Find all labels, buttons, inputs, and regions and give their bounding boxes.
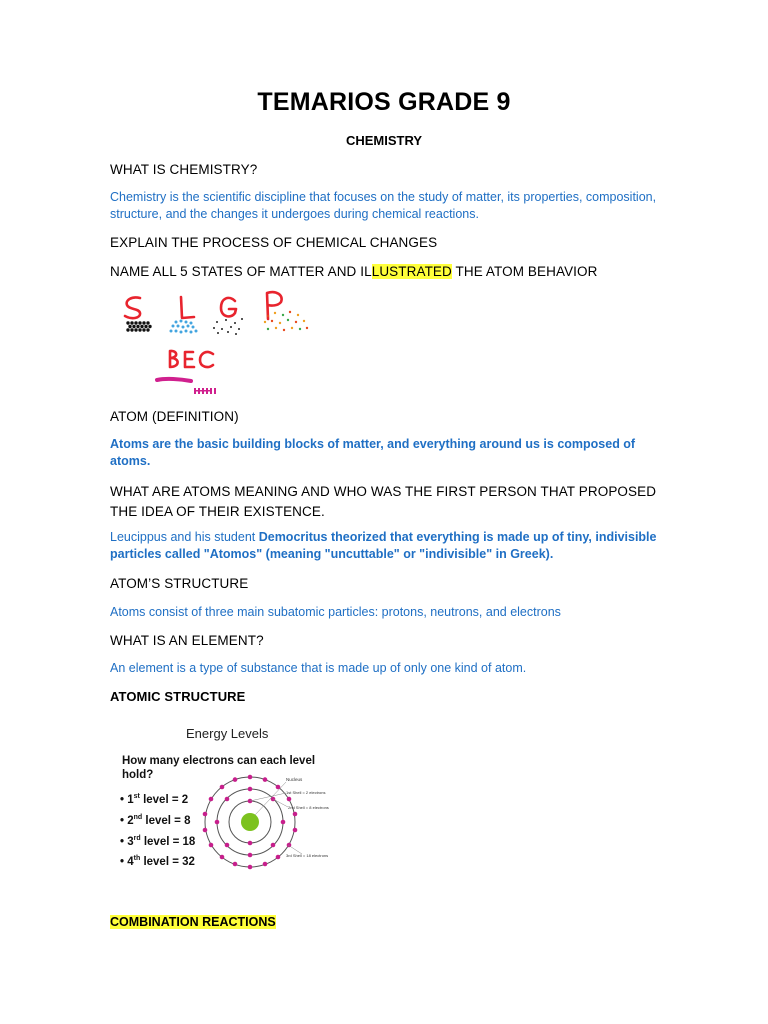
answer-atom-definition: Atoms are the basic building blocks of matter, and everything around us is composed of atoms. [110, 437, 636, 468]
answer-what-is-chemistry: Chemistry is the scientific discipline that focuses on the study of matter, its properties, composition, structure, and the changes it undergoes during chemical reactions. [110, 190, 657, 221]
highlighted-word: LUSTRATED [371, 264, 452, 279]
nucleus-label: Nucleus [286, 777, 303, 782]
energy-levels-heading: Energy Levels [186, 726, 269, 741]
question-atom-definition: ATOM (DEFINITION) [110, 409, 239, 424]
question-chemical-changes: EXPLAIN THE PROCESS OF CHEMICAL CHANGES [110, 235, 438, 250]
letter-c-stroke [200, 352, 213, 367]
level-item: • 3rd level = 18 [120, 834, 196, 848]
answer-atom-history-bold: Democritus theorized that everything is made up of tiny, indivisible particles called "Atomos" (meaning "uncuttable" or "indivisible" in Greek). [110, 530, 657, 561]
gas-particles-icon [213, 318, 243, 335]
solid-particles-icon [126, 321, 151, 331]
question-atom-structure: ATOM’S STRUCTURE [110, 576, 249, 591]
energy-levels-figure [116, 722, 346, 882]
energy-levels-question: How many electrons can each level hold? [122, 755, 316, 781]
question-what-is-chemistry: WHAT IS CHEMISTRY? [110, 162, 258, 177]
shell3-label: 3rd Shell = 18 electrons [286, 853, 329, 858]
letter-s-stroke [125, 297, 140, 318]
letter-e-stroke [185, 352, 194, 367]
shell1-label: 1st Shell = 2 electrons [286, 790, 326, 795]
letter-b-stroke [170, 351, 178, 367]
level-item: • 1st level = 2 [120, 793, 189, 806]
plasma-particles-icon [264, 311, 308, 331]
subject-heading: CHEMISTRY [345, 133, 423, 148]
heading-atomic-structure: ATOMIC STRUCTURE [110, 689, 246, 704]
answer-atom-history [110, 529, 670, 563]
states-of-matter-drawing [118, 288, 318, 400]
question-states-of-matter [110, 264, 597, 279]
bec-particles-icon [194, 388, 216, 394]
answer-element: An element is a type of substance that is made up of only one kind of atom. [110, 661, 527, 675]
letter-l-stroke [181, 297, 194, 318]
question-element: WHAT IS AN ELEMENT? [110, 633, 264, 648]
bec-underline-icon [157, 379, 191, 381]
liquid-particles-icon [170, 320, 198, 334]
question-states-text-a: NAME ALL 5 STATES OF MATTER AND IL [110, 264, 372, 279]
page-title: TEMARIOS GRADE 9 [257, 88, 511, 116]
answer-atom-history-plain: Leucippus and his student [110, 530, 259, 544]
shell2-label: 2nd Shell = 8 electrons [288, 805, 329, 810]
energy-levels-list [120, 788, 195, 871]
question-states-text-b: THE ATOM BEHAVIOR [451, 264, 598, 279]
letter-g-stroke [221, 298, 236, 317]
heading-combination-reactions [110, 915, 276, 929]
letter-p-stroke [267, 292, 282, 319]
level-item: • 2nd level = 8 [120, 813, 191, 827]
level-item: • 4th level = 32 [120, 855, 195, 869]
question-atom-history: WHAT ARE ATOMS MEANING AND WHO WAS THE FIRST PERSON THAT PROPOSED THE IDEA OF THEIR EXISTENCE. [110, 484, 657, 519]
combination-reactions-highlight: COMBINATION REACTIONS [110, 915, 276, 929]
atom-shell-diagram [200, 770, 346, 882]
answer-atom-structure: Atoms consist of three main subatomic particles: protons, neutrons, and electrons [110, 605, 561, 619]
nucleus-icon [241, 813, 259, 831]
